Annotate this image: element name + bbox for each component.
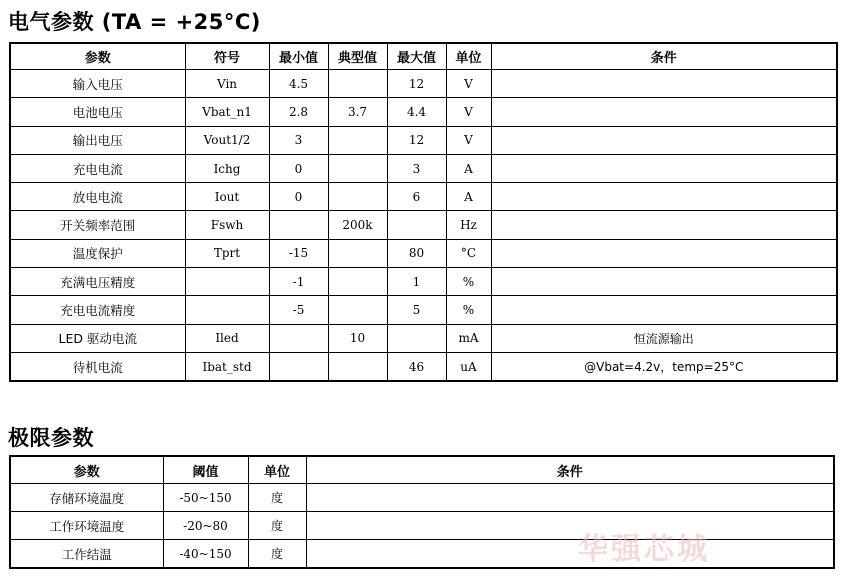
cell-max: 12 (387, 70, 446, 98)
cell-condition (491, 154, 837, 182)
cell-condition (491, 268, 837, 296)
cell-unit: 度 (248, 512, 306, 540)
cell-param: 输入电压 (10, 70, 185, 98)
cell-symbol: Iout (185, 183, 269, 211)
cell-symbol: Fswh (185, 211, 269, 239)
cell-condition (491, 211, 837, 239)
cell-min: -5 (269, 296, 328, 324)
cell-typ (328, 126, 387, 154)
cell-typ (328, 296, 387, 324)
cell-max: 4.4 (387, 98, 446, 126)
cell-unit: % (446, 296, 491, 324)
header-condition: 条件 (491, 43, 837, 70)
cell-symbol: Vin (185, 70, 269, 98)
cell-min: 0 (269, 154, 328, 182)
table-row (10, 512, 834, 540)
cell-typ (328, 70, 387, 98)
table-row (10, 211, 837, 239)
cell-max (387, 324, 446, 352)
cell-condition (491, 98, 837, 126)
table-header-row (10, 43, 837, 70)
table-row (10, 70, 837, 98)
cell-max: 3 (387, 154, 446, 182)
table-row (10, 352, 837, 381)
cell-unit: uA (446, 352, 491, 381)
table-row (10, 540, 834, 569)
cell-min: 0 (269, 183, 328, 211)
cell-min: -1 (269, 268, 328, 296)
header-max: 最大值 (387, 43, 446, 70)
cell-typ: 200k (328, 211, 387, 239)
cell-symbol: Iled (185, 324, 269, 352)
header-param: 参数 (10, 43, 185, 70)
electrical-params-table (9, 42, 838, 382)
cell-min: -15 (269, 239, 328, 267)
header-condition: 条件 (306, 456, 834, 484)
cell-max: 46 (387, 352, 446, 381)
cell-condition (491, 183, 837, 211)
cell-param: 工作环境温度 (10, 512, 163, 540)
cell-condition (306, 540, 834, 569)
cell-typ (328, 239, 387, 267)
limit-params-table (9, 455, 835, 569)
header-symbol: 符号 (185, 43, 269, 70)
cell-unit: V (446, 98, 491, 126)
header-unit: 单位 (446, 43, 491, 70)
cell-unit: % (446, 268, 491, 296)
table-row (10, 98, 837, 126)
cell-symbol (185, 296, 269, 324)
cell-min: 4.5 (269, 70, 328, 98)
header-param: 参数 (10, 456, 163, 484)
electrical-params-heading: 电气参数 (TA = +25°C) (8, 10, 261, 34)
cell-min (269, 324, 328, 352)
table-row (10, 126, 837, 154)
cell-symbol: Vbat_n1 (185, 98, 269, 126)
cell-min: 3 (269, 126, 328, 154)
cell-param: 充电电流 (10, 154, 185, 182)
cell-symbol: Vout1/2 (185, 126, 269, 154)
cell-typ (328, 268, 387, 296)
cell-condition (491, 70, 837, 98)
cell-symbol (185, 268, 269, 296)
header-unit: 单位 (248, 456, 306, 484)
cell-param: 电池电压 (10, 98, 185, 126)
cell-typ (328, 183, 387, 211)
cell-max: 12 (387, 126, 446, 154)
cell-symbol: Tprt (185, 239, 269, 267)
cell-max: 5 (387, 296, 446, 324)
cell-typ (328, 352, 387, 381)
cell-condition (491, 296, 837, 324)
cell-symbol: Ibat_std (185, 352, 269, 381)
header-typ: 典型值 (328, 43, 387, 70)
cell-condition (306, 484, 834, 512)
table-row (10, 296, 837, 324)
cell-min (269, 352, 328, 381)
cell-unit: °C (446, 239, 491, 267)
table-row (10, 183, 837, 211)
cell-param: 存储环境温度 (10, 484, 163, 512)
cell-min (269, 211, 328, 239)
cell-typ (328, 154, 387, 182)
cell-condition: 恒流源输出 (491, 324, 837, 352)
cell-param: 温度保护 (10, 239, 185, 267)
cell-unit: V (446, 126, 491, 154)
cell-min: 2.8 (269, 98, 328, 126)
cell-typ: 10 (328, 324, 387, 352)
cell-typ: 3.7 (328, 98, 387, 126)
cell-condition (306, 512, 834, 540)
cell-threshold: -40~150 (163, 540, 248, 569)
header-threshold: 阈值 (163, 456, 248, 484)
cell-max: 6 (387, 183, 446, 211)
table-row (10, 324, 837, 352)
cell-max (387, 211, 446, 239)
cell-param: 充满电压精度 (10, 268, 185, 296)
table-row (10, 239, 837, 267)
header-min: 最小值 (269, 43, 328, 70)
cell-param: 工作结温 (10, 540, 163, 569)
limit-params-heading: 极限参数 (8, 426, 94, 450)
cell-param: 充电电流精度 (10, 296, 185, 324)
cell-condition: @Vbat=4.2v，temp=25°C (491, 352, 837, 381)
cell-param: LED 驱动电流 (10, 324, 185, 352)
cell-param: 输出电压 (10, 126, 185, 154)
cell-unit: Hz (446, 211, 491, 239)
table-row (10, 268, 837, 296)
cell-max: 1 (387, 268, 446, 296)
cell-unit: 度 (248, 540, 306, 569)
table-row (10, 154, 837, 182)
cell-unit: A (446, 154, 491, 182)
cell-unit: A (446, 183, 491, 211)
table-row (10, 484, 834, 512)
cell-param: 开关频率范围 (10, 211, 185, 239)
cell-condition (491, 239, 837, 267)
cell-threshold: -50~150 (163, 484, 248, 512)
cell-param: 放电电流 (10, 183, 185, 211)
cell-symbol: Ichg (185, 154, 269, 182)
table-header-row (10, 456, 834, 484)
cell-condition (491, 126, 837, 154)
cell-max: 80 (387, 239, 446, 267)
cell-unit: V (446, 70, 491, 98)
cell-unit: mA (446, 324, 491, 352)
cell-unit: 度 (248, 484, 306, 512)
cell-param: 待机电流 (10, 352, 185, 381)
cell-threshold: -20~80 (163, 512, 248, 540)
watermark-logo: 华强芯城 (578, 532, 710, 567)
